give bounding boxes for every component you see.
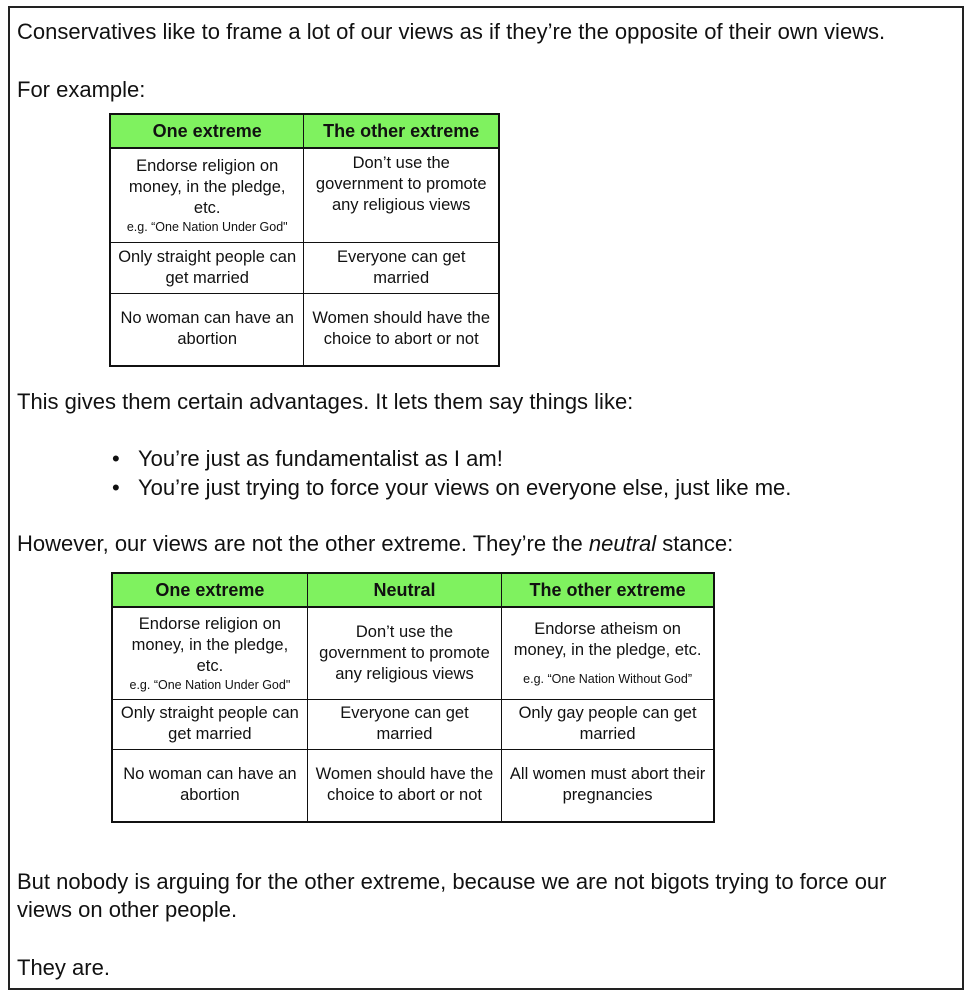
table-header: The other extreme [304, 114, 499, 148]
quote-list [112, 444, 791, 502]
table-cell: Endorse religion on money, in the pledge, etc. e.g. “One Nation Under God" [112, 607, 307, 699]
comparison-table-1 [109, 113, 500, 367]
table-cell: Don’t use the government to promote any religious views [304, 148, 499, 242]
comparison-table-2 [111, 572, 715, 823]
table-header: Neutral [307, 573, 501, 607]
table-header-row [112, 573, 714, 607]
table-cell: Everyone can get married [307, 699, 501, 749]
table-cell: Everyone can get married [304, 242, 499, 293]
however-text: However, our views are not the other extreme. They’re the neutral stance: [17, 531, 734, 556]
table-cell: All women must abort their pregnancies [502, 749, 714, 822]
neutral-emphasis: neutral [588, 531, 657, 556]
table-cell: Women should have the choice to abort or not [307, 749, 501, 822]
table-cell: Only gay people can get married [502, 699, 714, 749]
cell-note: e.g. “One Nation Without God” [523, 672, 692, 687]
table-cell: Endorse atheism on money, in the pledge, etc. e.g. “One Nation Without God” [502, 607, 714, 699]
table-header: The other extreme [502, 573, 714, 607]
list-item: • You’re just as fundamentalist as I am! [112, 444, 791, 473]
list-item: • You’re just trying to force your views on everyone else, just like me. [112, 473, 791, 502]
table-cell: Women should have the choice to abort or not [304, 293, 499, 366]
advantages-text: This gives them certain advantages. It lets them say things like: [17, 389, 634, 414]
table-cell: No woman can have an abortion [112, 749, 307, 822]
table-cell: Don’t use the government to promote any religious views [307, 607, 501, 699]
table-row [112, 699, 714, 749]
table-cell: Only straight people can get married [110, 242, 304, 293]
table-cell: Only straight people can get married [112, 699, 307, 749]
table-header-row [110, 114, 499, 148]
table-row [110, 293, 499, 366]
table-row [110, 242, 499, 293]
table-header: One extreme [110, 114, 304, 148]
nobody-text: But nobody is arguing for the other extreme, because we are not bigots trying to force our views on other people. [17, 869, 887, 922]
table-row [110, 148, 499, 242]
table-row [112, 749, 714, 822]
table-row [112, 607, 714, 699]
intro-text: Conservatives like to frame a lot of our views as if they’re the opposite of their own views. [17, 19, 886, 44]
table-header: One extreme [112, 573, 307, 607]
table-cell: Endorse religion on money, in the pledge, etc. e.g. “One Nation Under God" [110, 148, 304, 242]
example-label: For example: [17, 77, 146, 102]
table-cell: No woman can have an abortion [110, 293, 304, 366]
cell-note: e.g. “One Nation Under God" [129, 677, 291, 692]
closing-text: They are. [17, 955, 110, 980]
cell-note: e.g. “One Nation Under God" [126, 219, 288, 234]
